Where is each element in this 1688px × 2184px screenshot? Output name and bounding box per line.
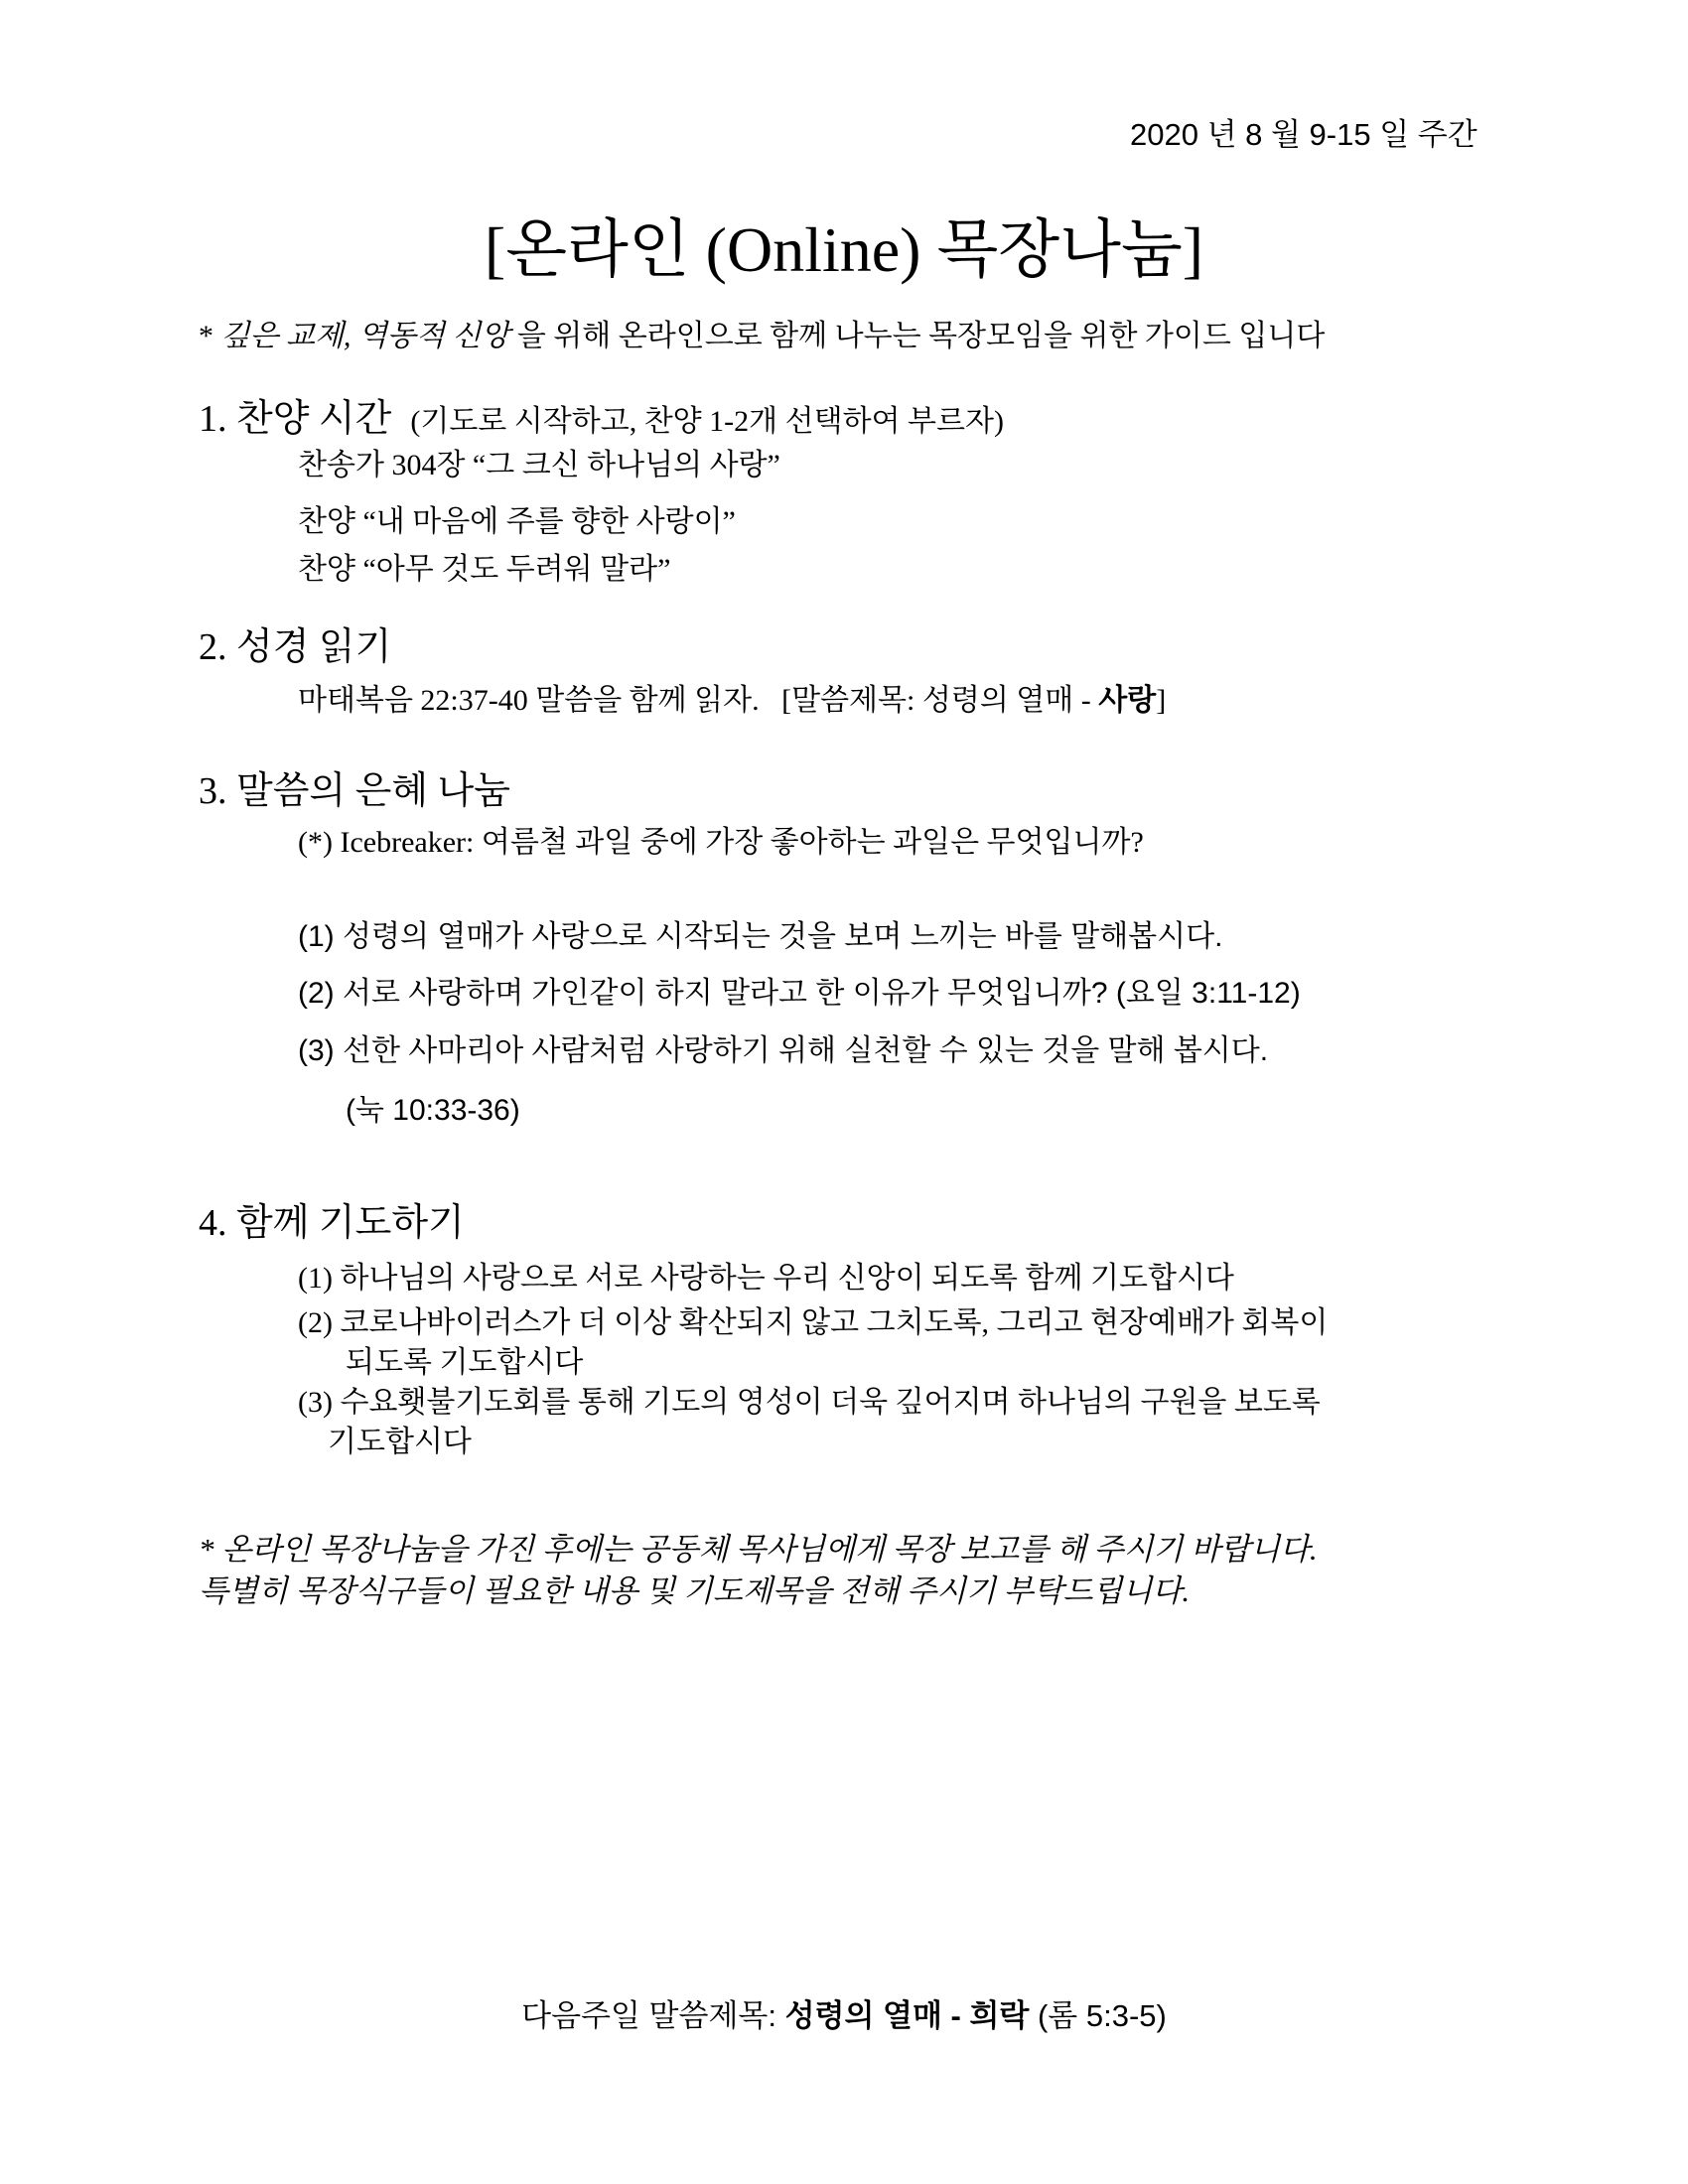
sermon-title-prefix: [말씀제목: 성령의 열매 - <box>781 684 1099 717</box>
question-1: (1) 성령의 열매가 사랑으로 시작되는 것을 보며 느끼는 바를 말해봅시다. <box>298 920 1223 953</box>
song-3: 찬양 “아무 것도 두려워 말라” <box>298 553 671 586</box>
section3-heading: 3. 말씀의 은혜 나눔 <box>199 770 510 812</box>
week-date: 2020 년 8 월 9-15 일 주간 <box>1130 117 1477 152</box>
prayer-2-cont: 되도록 기도합시다 <box>346 1346 584 1379</box>
section2-heading: 2. 성경 읽기 <box>199 626 392 668</box>
intro-italic: 깊은 교제, 역동적 신앙 <box>220 320 510 352</box>
section1-heading <box>199 387 1004 442</box>
note-line-2: 특별히 목장식구들이 필요한 내용 및 기도제목을 전해 주시기 부탁드립니다. <box>199 1573 1191 1608</box>
intro-rest: 을 위해 온라인으로 함께 나누는 목장모임을 위한 가이드 입니다 <box>509 320 1326 352</box>
note-line-1: * 온라인 목장나눔을 가진 후에는 공동체 목사님에게 목장 보고를 해 주시기 바랍니다. <box>199 1532 1318 1567</box>
sermon-title-suffix: ] <box>1156 684 1167 717</box>
prayer-1: (1) 하나님의 사랑으로 서로 사랑하는 우리 신앙이 되도록 함께 기도합시다 <box>298 1262 1234 1295</box>
question-3-ref: (눅 10:33-36) <box>346 1094 520 1127</box>
icebreaker: (*) Icebreaker: 여름철 과일 중에 가장 좋아하는 과일은 무엇입니까? <box>298 826 1144 859</box>
section4-heading: 4. 함께 기도하기 <box>199 1202 465 1244</box>
song-2: 찬양 “내 마음에 주를 향한 사랑이” <box>298 505 736 538</box>
prayer-3-cont: 기도합시다 <box>328 1426 472 1458</box>
next-sermon-title <box>0 1990 1688 2035</box>
sermon-title-bold: 사랑 <box>1098 684 1157 717</box>
intro-line <box>199 311 1325 354</box>
intro-star: * <box>199 320 221 352</box>
section1-title: 1. 찬양 시간 <box>199 398 392 440</box>
section1-subtitle: (기도로 시작하고, 찬양 1-2개 선택하여 부르자) <box>410 405 1004 438</box>
question-3: (3) 선한 사마리아 사람처럼 사랑하기 위해 실천할 수 있는 것을 말해 봅시다. <box>298 1034 1269 1067</box>
page-title: [온라인 (Online) 목장나눔] <box>484 214 1204 285</box>
next-sermon-bold: 성령의 열매 - 희락 <box>784 1998 1030 2033</box>
question-2: (2) 서로 사랑하며 가인같이 하지 말라고 한 이유가 무엇입니까? (요일 3:11-12) <box>298 977 1301 1010</box>
reading-line <box>298 675 1166 719</box>
prayer-3: (3) 수요횃불기도회를 통해 기도의 영성이 더욱 깊어지며 하나님의 구원을 보도록 <box>298 1386 1321 1419</box>
next-sermon-suffix: (롬 5:3-5) <box>1029 1998 1167 2033</box>
prayer-2: (2) 코로나바이러스가 더 이상 확산되지 않고 그치도록, 그리고 현장예배가 회복이 <box>298 1306 1329 1339</box>
reading-text: 마태복음 22:37-40 말씀을 함께 읽자. <box>298 684 760 717</box>
next-sermon-prefix: 다음주일 말씀제목: <box>521 1998 785 2033</box>
song-1: 찬송가 304장 “그 크신 하나님의 사랑” <box>298 449 780 481</box>
